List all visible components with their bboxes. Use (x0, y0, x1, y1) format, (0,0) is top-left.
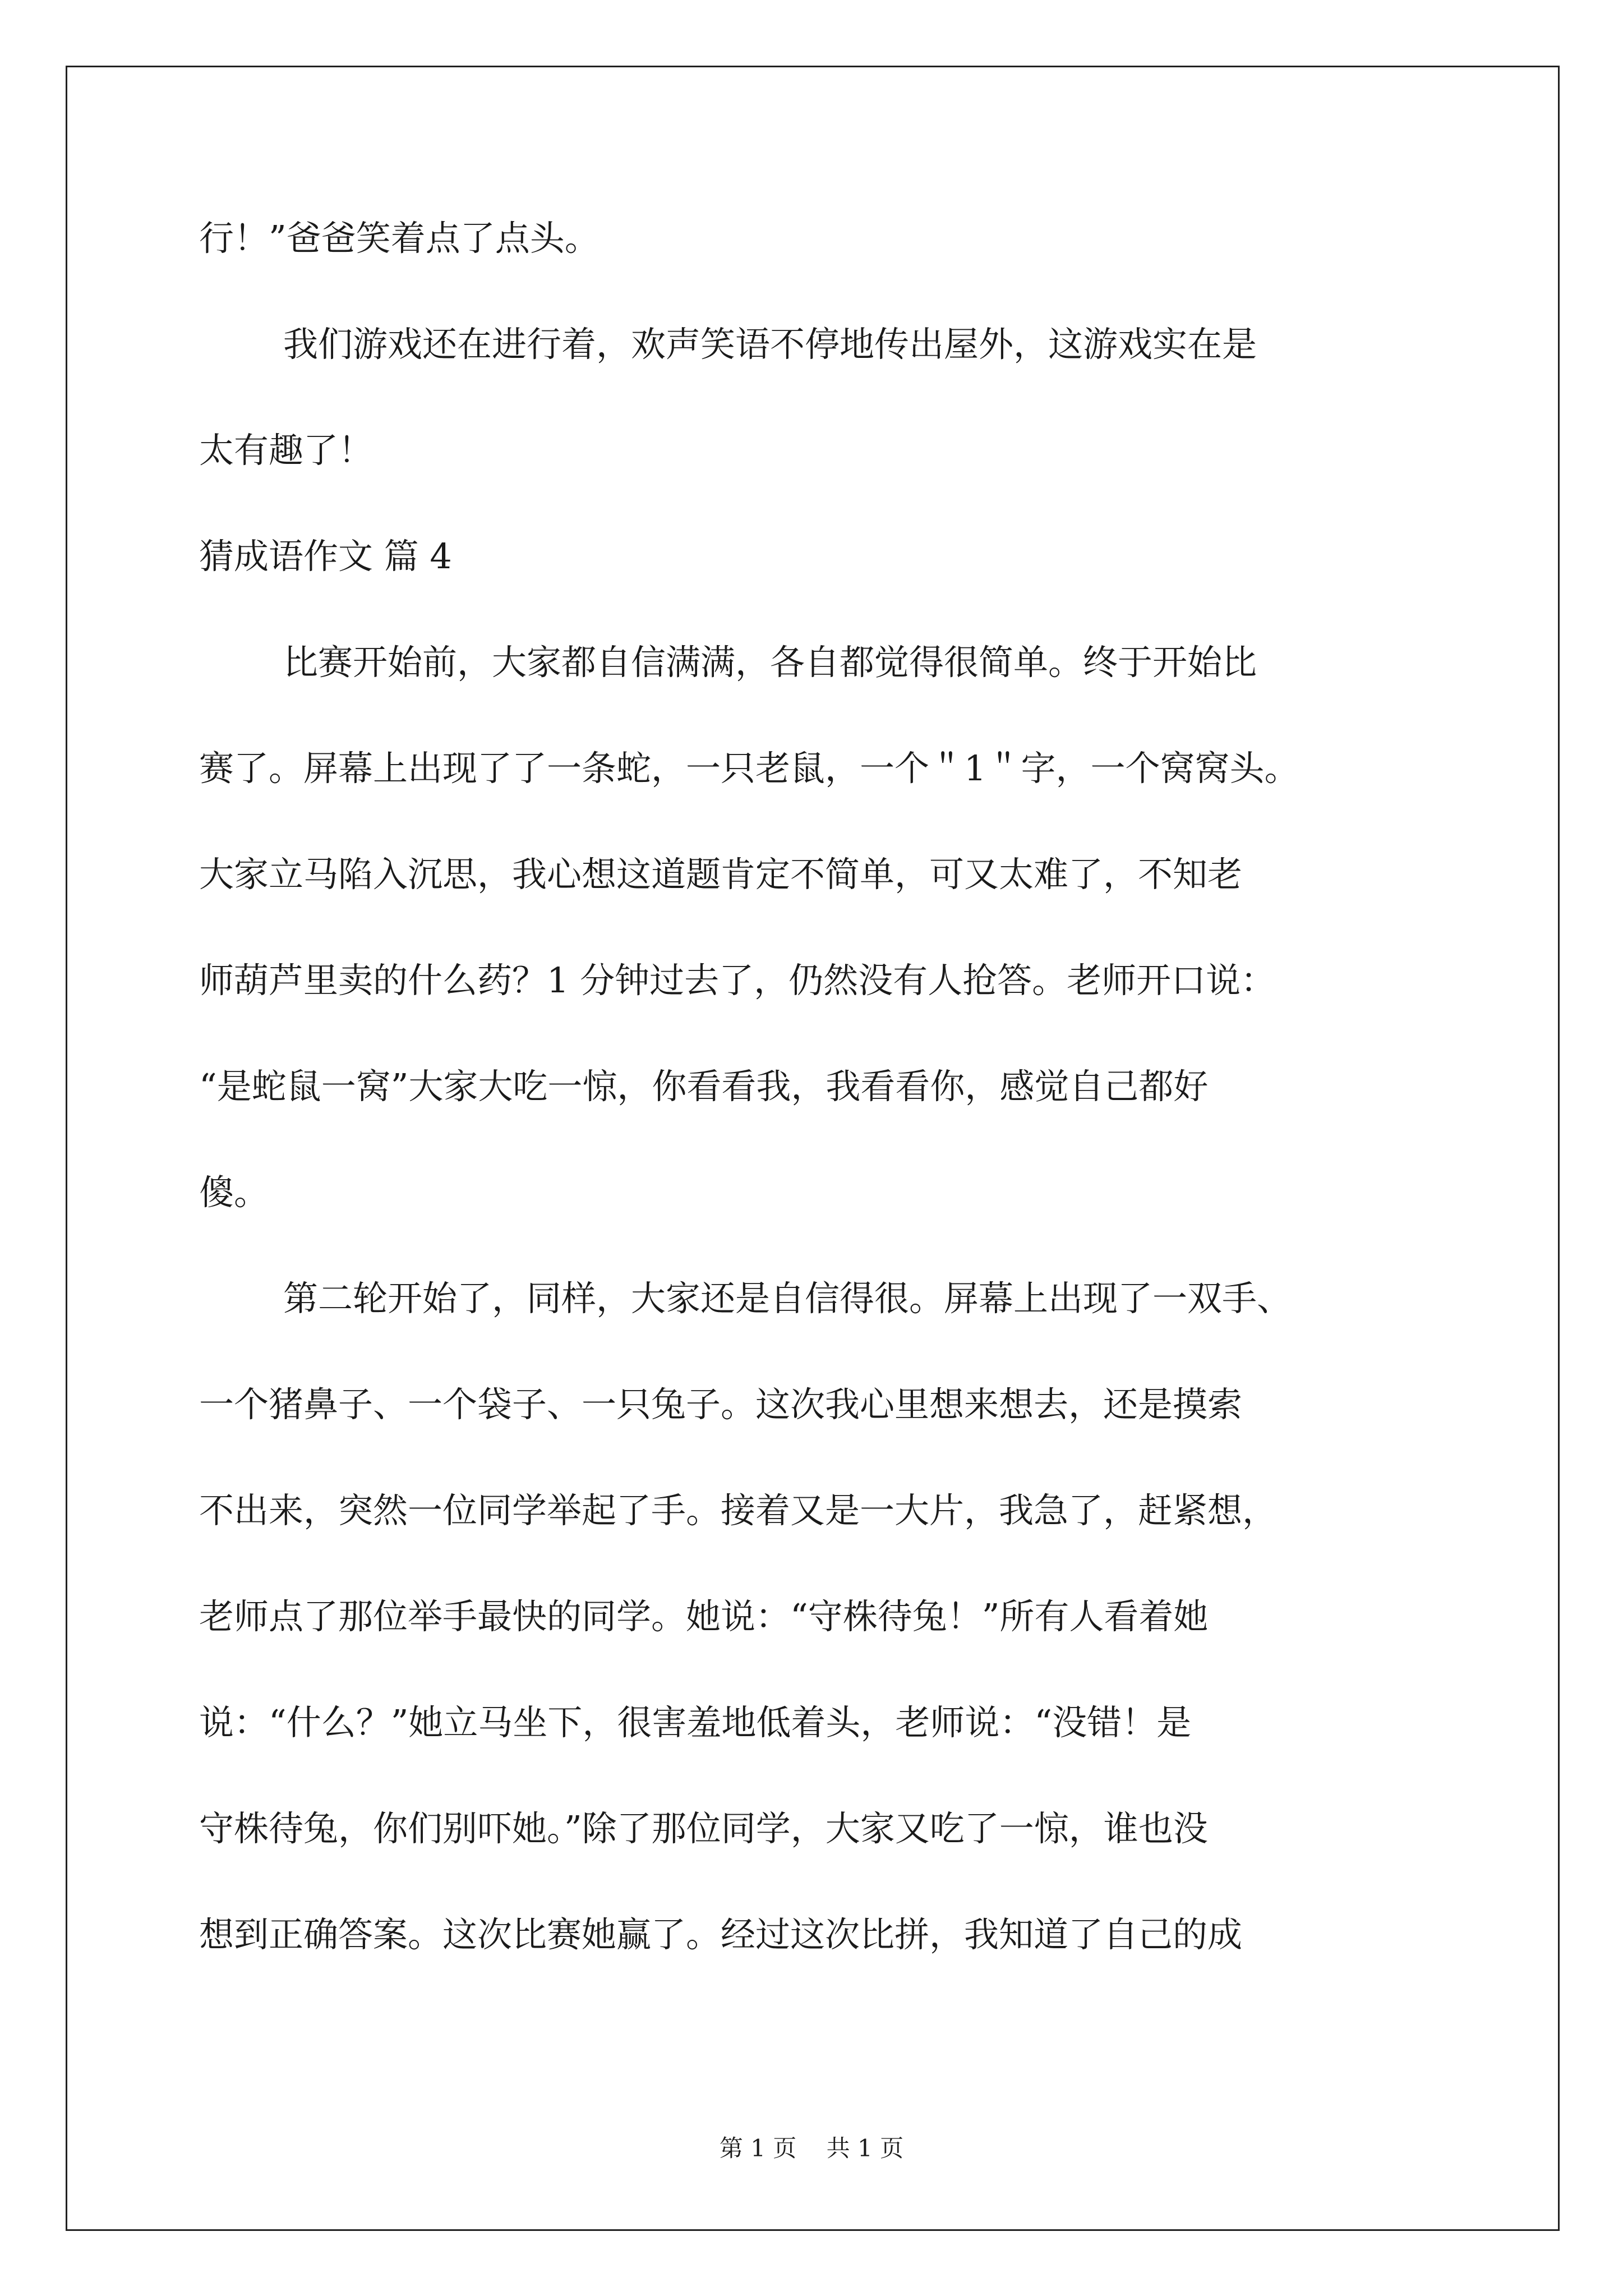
page-footer (0, 2132, 1623, 2165)
text-line-5: 比赛开始前，大家都自信满满，各自都觉得很简单。终于开始比 (283, 642, 1257, 683)
document-body (199, 185, 1433, 1987)
text-line-6: 赛了。屏幕上出现了了一条蛇，一只老鼠，一个＂1＂字，一个窝窝头。 (199, 748, 1299, 789)
page-total: 共 1 页 (826, 2134, 904, 2162)
page-number: 第 1 页 (719, 2134, 797, 2162)
text-line-1: 行！”爸爸笑着点了点头。 (199, 218, 600, 259)
text-line-15: 说：“什么？”她立马坐下，很害羞地低着头，老师说：“没错！是 (199, 1702, 1192, 1743)
text-line-8: 师葫芦里卖的什么药？1 分钟过去了，仍然没有人抢答。老师开口说： (199, 960, 1276, 1001)
text-line-10: 傻。 (199, 1172, 269, 1213)
text-line-14: 老师点了那位举手最快的同学。她说：“守株待兔！”所有人看着她 (199, 1596, 1209, 1637)
text-line-13: 不出来，突然一位同学举起了手。接着又是一大片，我急了，赶紧想， (199, 1490, 1278, 1531)
text-line-2: 我们游戏还在进行着，欢声笑语不停地传出屋外，这游戏实在是 (283, 324, 1257, 365)
text-line-12: 一个猪鼻子、一个袋子、一只兔子。这次我心里想来想去，还是摸索 (199, 1384, 1243, 1425)
text-line-9: “是蛇鼠一窝”大家大吃一惊，你看看我，我看看你，感觉自己都好 (199, 1066, 1209, 1107)
text-line-3: 太有趣了！ (199, 430, 374, 471)
text-line-7: 大家立马陷入沉思，我心想这道题肯定不简单，可又太难了，不知老 (199, 854, 1243, 895)
text-line-11: 第二轮开始了，同样，大家还是自信得很。屏幕上出现了一双手、 (283, 1278, 1292, 1319)
text-line-16: 守株待兔，你们别吓她。”除了那位同学，大家又吃了一惊，谁也没 (199, 1808, 1208, 1849)
section-heading: 猜成语作文 篇 4 (199, 536, 452, 577)
text-line-17: 想到正确答案。这次比赛她赢了。经过这次比拼，我知道了自己的成 (199, 1914, 1243, 1955)
